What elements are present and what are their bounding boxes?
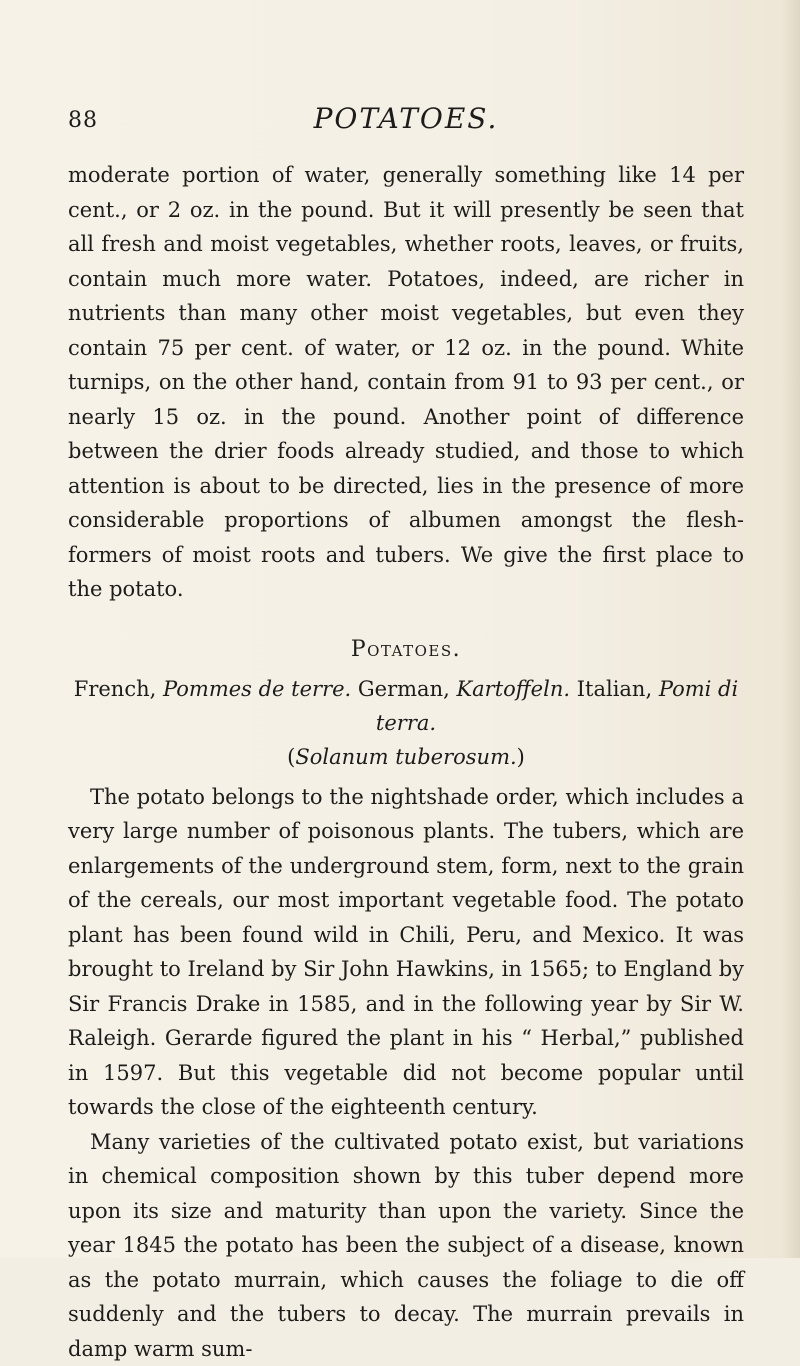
german-name: Kartoffeln. [456, 677, 570, 701]
paragraph-history: The potato belongs to the nightshade order, which includes a very large number of poisonous plants. The tubers, which are enlargements of the underground stem, form, next to the grain of the cereals, our most important vegetable food. The potato plant has been found wild in Chili, Peru, and Mexico. It was brought to Ireland by Sir John Hawkins, in 1565; to England by Sir Francis Drake in 1585, and in the following year by Sir W. Raleigh. Gerarde figured the plant in his “ Herbal,” published in 1597. But this vegetable did not become popular until towards the close of the eighteenth century. [68, 780, 744, 1125]
scientific-name: Solanum tuberosum. [295, 745, 516, 769]
scientific-open-paren: ( [287, 745, 295, 769]
intro-paragraph: moderate portion of water, generally something like 14 per cent., or 2 oz. in the pound. But it will presently be seen that all fresh and moist vegetables, whether roots, leaves, or fruits, contain much more water. Potatoes, indeed, are richer in nutrients than many other moist vegetables, but even they contain 75 per cent. of water, or 12 oz. in the pound. White turnips, on the other hand, contain from 91 to 93 per cent., or nearly 15 oz. in the pound. Another point of difference between the drier foods already studied, and those to which attention is about to be directed, lies in the presence of more considerable proportions of albumen amongst the flesh-formers of moist roots and tubers. We give the first place to the potato. [68, 158, 744, 607]
french-name: Pommes de terre. [163, 677, 351, 701]
paragraph-varieties: Many varieties of the cultivated potato exist, but variations in chemical composition shown by this tuber depend more upon its size and maturity than upon the variety. Since the year 1845 the potato has been the subject of a disease, known as the potato murrain, which causes the foliage to die off suddenly and the tubers to decay. The murrain prevails in damp warm sum- [68, 1125, 744, 1366]
page-number: 88 [68, 108, 98, 133]
page-edge-shadow [782, 0, 800, 1258]
italian-name: Pomi di terra. [376, 677, 738, 735]
french-label: French, [74, 677, 157, 701]
section-title: Potatoes. [68, 637, 744, 662]
page-body [68, 158, 744, 1366]
common-names-line [68, 672, 744, 740]
scientific-close-paren: ) [517, 745, 525, 769]
running-head: POTATOES. [68, 102, 744, 135]
italian-label: Italian, [577, 677, 652, 701]
scientific-name-line [68, 740, 744, 774]
german-label: German, [358, 677, 450, 701]
page-header [68, 100, 744, 140]
